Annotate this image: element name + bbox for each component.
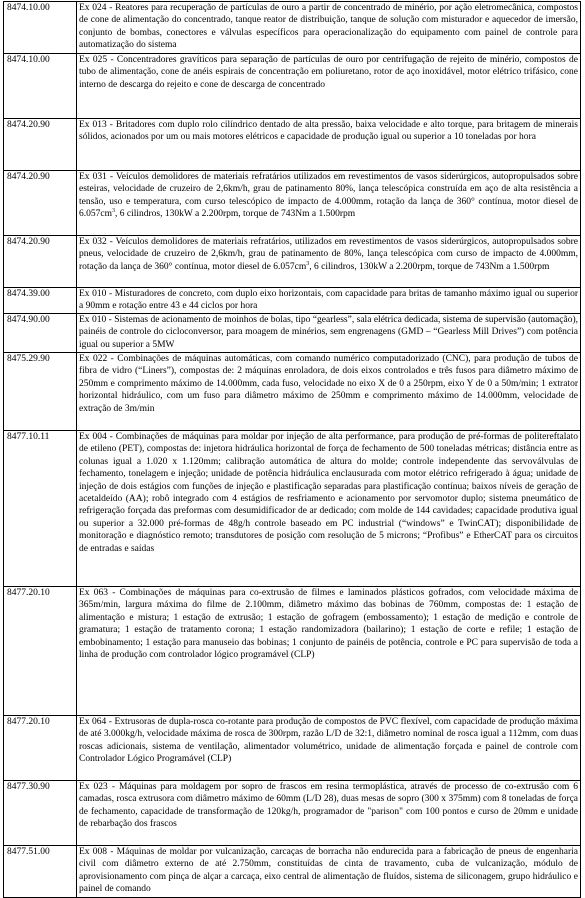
ncm-code: 8477.20.10 bbox=[4, 587, 77, 716]
item-description: Ex 023 - Máquinas para moldagem por sopro de frascos em resina termoplástica, através de processo de co-extrusão com 6 camadas, rosca extrusora com diâmetro máximo de 60mm (L/D 28), duas mesas de sopro (300 x 375mm) com 8 toneladas de força de fechamento, capacidade de transformação de 120kg/h, programador de "parison" com 100 pontos e curso de 20mm e unidade de rebarbação dos frascos bbox=[77, 781, 581, 846]
ncm-code: 8474.90.00 bbox=[4, 314, 77, 353]
ncm-code: 8474.10.00 bbox=[4, 2, 77, 54]
ncm-code: 8474.20.90 bbox=[4, 236, 77, 288]
item-description: Ex 024 - Reatores para recuperação de partículas de ouro a partir de concentrado de minério, por ação eletromecânica, compostos de cone de alimentação do concentrado, tanque reator de distribuição, tanque de solução com misturador e aquecedor de imersão, conjunto de bombas, conectores e válvulas específicos para operacionalização do equipamento com painel de controle para automatização do sistema bbox=[77, 2, 581, 54]
table-row bbox=[4, 431, 581, 587]
item-description-part: Ex 031 - Veículos demolidores de materiais refratários utilizados em revestimentos de vasos siderúrgicos, autopropulsados sobre esteiras, velocidade de cruzeiro de 2,6km/h, grau de patinamento 80%, lança telescópica construída em aço de alta resistência a tensão, uso e temperatura, com curso telescópico de impacto de 4.000mm, rotação da lança de 360° contínua, motor diesel de 6.057cm bbox=[79, 172, 578, 220]
table-row bbox=[4, 353, 581, 431]
item-description: Ex 004 - Combinações de máquinas para moldar por injeção de alta performance, para produção de pré-formas de politereftalato de etileno (PET), compostas de: injetora hidráulica horizontal de força de fechamento de 500 toneladas métricas; distância entre as colunas igual a 1.020 x 1.120mm; calibração automática de altura do molde; controle independente das servoválvulas de fechamento, tonelagem e injeção; unidade de potência hidráulica enclausurada com motor elétrico refrigerado à água; unidade de injeção de dois estágios com funções de injeção e plastificação separadas para plastificação contínua; baixos níveis de geração de acetaldeído (AA); robô integrado com 4 estágios de resfriamento e acionamento por servomotor duplo; sistema pneumático de refrigeração forçada das preformas com desumidificador de ar dedicado; com molde de 144 cavidades; capacidade produtiva igual ou superior a 32.000 pré-formas de 48g/h controle baseado em PC industrial (“windows” e TwinCAT); disponibilidade de monitoração e diagnóstico remoto; transdutores de posição com resolução de 5 microns; “Profibus” e EtherCAT para os circuitos de entradas e saídas bbox=[77, 431, 581, 587]
table-row bbox=[4, 587, 581, 716]
table-row bbox=[4, 54, 581, 119]
item-description: Ex 022 - Combinações de máquinas automáticas, com comando numérico computadorizado (CNC), para produção de tubos de fibra de vidro (“Liners”), compostas de: 2 máquinas enroladora, de dois eixos controlados e três fusos para diâmetro máximo de 250mm e comprimento máximo de 14.000mm, cada fuso, velocidade no eixo X de 0 a 250rpm, eixo Y de 0 a 50m/min; 1 extrator horizontal hidráulico, com um fuso para diâmetro máximo de 250mm e comprimento máximo de 14.000mm, velocidade de extração de 3m/min bbox=[77, 353, 581, 431]
item-description: Ex 013 - Britadores com duplo rolo cilíndrico dentado de alta pressão, baixa velocidade e alto torque, para britagem de minerais sólidos, acionados por um ou mais motores elétricos e capacidade de produção igual ou superior a 10 toneladas por hora bbox=[77, 119, 581, 171]
table-row bbox=[4, 846, 581, 898]
item-description bbox=[77, 236, 581, 288]
ncm-code: 8477.51.00 bbox=[4, 846, 77, 898]
ncm-code: 8474.39.00 bbox=[4, 288, 77, 314]
ncm-code: 8474.10.00 bbox=[4, 54, 77, 119]
item-description-part: , 6 cilindros, 130kW a 2.200rpm, torque de 743Nm a 1.500rpm bbox=[309, 261, 550, 272]
table-row bbox=[4, 119, 581, 171]
table-row bbox=[4, 2, 581, 54]
ncm-code: 8477.10.11 bbox=[4, 431, 77, 587]
item-description bbox=[77, 171, 581, 236]
item-description: Ex 063 - Combinações de máquinas para co-extrusão de filmes e laminados plásticos gofrados, com velocidade máxima de 365m/min, largura máxima do filme de 2.100mm, diâmetro máximo das bobinas de 760mm, compostas de: 1 estação de alimentação e mistura; 1 estação de extrusão; 1 estação de gofragem (embossamento); 1 estação de medição e controle de gramatura; 1 estação de tratamento corona; 1 estação randomizadora (bailarino); 1 estação de corte e refile; 1 estação de embobinamento; 1 estação para manuseio das bobinas; 1 conjunto de painéis de potência, controle e PC para supervisão de toda a linha de produção com controlador lógico programável (CLP) bbox=[77, 587, 581, 716]
ncm-code: 8474.20.90 bbox=[4, 171, 77, 236]
item-description-part: , 6 cilindros, 130kW a 2.200rpm, torque de 743Nm a 1.500rpm bbox=[114, 209, 356, 220]
ncm-code: 8477.30.90 bbox=[4, 781, 77, 846]
ncm-code: 8475.29.90 bbox=[4, 353, 77, 431]
item-description: Ex 010 - Misturadores de concreto, com duplo eixo horizontais, com capacidade para britas de tamanho máximo igual ou superior a 90mm e rotação entre 43 e 44 ciclos por hora bbox=[77, 288, 581, 314]
superscript: 3 bbox=[111, 208, 115, 215]
table-row bbox=[4, 314, 581, 353]
table-row bbox=[4, 781, 581, 846]
item-description: Ex 010 - Sistemas de acionamento de moinhos de bolas, tipo “gearless”, sala elétrica dedicada, sistema de supervisão (automação), painéis de controle do cicloconversor, para moagem de minérios, sem engrenagens (GMD – “Gearless Mill Drives”) com potência igual ou superior a 5MW bbox=[77, 314, 581, 353]
ncm-code: 8474.20.90 bbox=[4, 119, 77, 171]
item-description-part: Ex 032 - Veículos demolidores de materiais refratários, utilizados em revestimentos de vasos siderúrgicos, autopropulsados sobre pneus, velocidade de cruzeiro de 2,6km/h, grau de patinamento de 80%, lança telescópica com curso de impacto de 4.000mm, rotação da lança de 360° contínua, motor diesel de 6.057cm bbox=[79, 237, 578, 272]
ncm-code: 8477.20.10 bbox=[4, 716, 77, 781]
table-row bbox=[4, 171, 581, 236]
item-description: Ex 064 - Extrusoras de dupla-rosca co-rotante para produção de compostos de PVC flexível, com capacidade de produção máxima de até 3.000kg/h, velocidade máxima de rosca de 300rpm, razão L/D de 32:1, diâmetro nominal de rosca igual a 112mm, com duas roscas adicionais, sistema de ventilação, alimentador volumétrico, unidade de alimentação forçada e painel de controle com Controlador Lógico Programável (CLP) bbox=[77, 716, 581, 781]
table-row bbox=[4, 236, 581, 288]
table-row bbox=[4, 288, 581, 314]
table-row bbox=[4, 716, 581, 781]
superscript: 3 bbox=[306, 260, 310, 267]
item-description: Ex 008 - Máquinas de moldar por vulcanização, carcaças de borracha não endurecida para a fabricação de pneus de engenharia civil com diâmetro externo de até 2.750mm, constituídas de cinta de travamento, cuba de vulcanização, módulo de aprovisionamento com pinça de alçar a carcaça, eixo central de alimentação de fluídos, sistema de siliconagem, grupo hidráulico e painel de comando bbox=[77, 846, 581, 898]
tariff-table bbox=[3, 1, 581, 898]
item-description: Ex 025 - Concentradores gravíticos para separação de partículas de ouro por centrifugação de rejeito de minério, compostos de tubo de alimentação, cone de anéis espirais de concentração em poliuretano, rotor de aço inoxidável, motor elétrico trifásico, cone interno de descarga do rejeito e cone de descarga de concentrado bbox=[77, 54, 581, 119]
